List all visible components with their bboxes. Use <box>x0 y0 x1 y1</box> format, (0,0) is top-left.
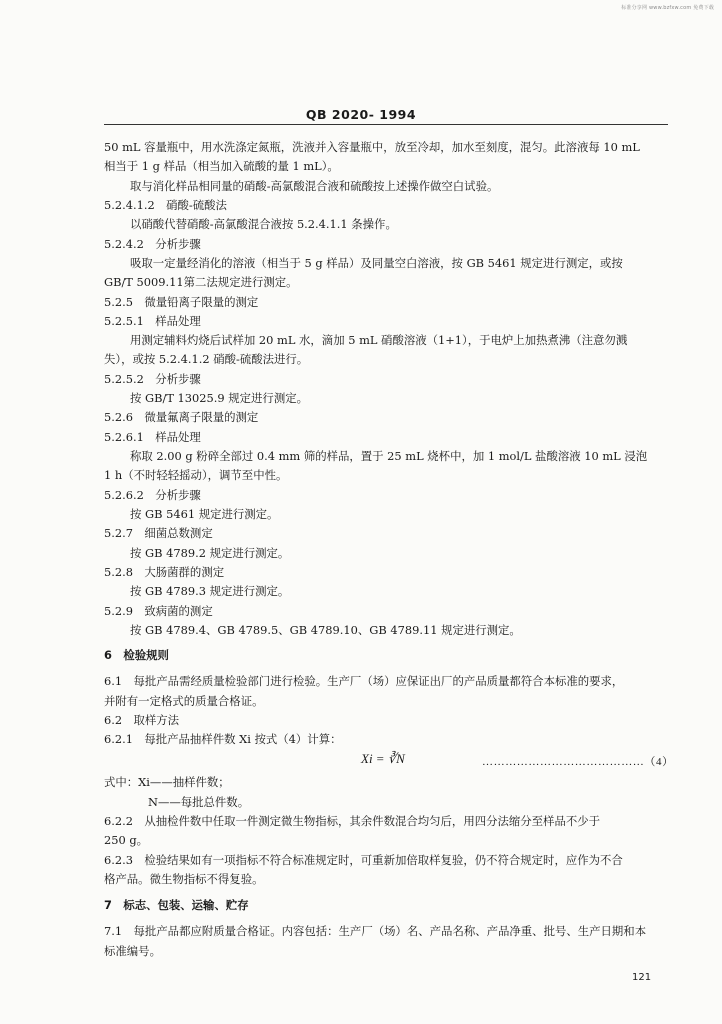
text-line: 称取 2.00 g 粉碎全部过 0.4 mm 筛的样品，置于 25 mL 烧杯中，加 1 mol/L 盐酸溶液 10 mL 浸泡 <box>130 449 648 463</box>
text-line: 格产品。微生物指标不得复验。 <box>104 872 264 886</box>
text-line: 式中：Xi——抽样件数； <box>104 775 230 789</box>
watermark: 标准分享网 www.bzfxw.com 免费下载 <box>621 5 714 11</box>
text-line: 按 GB 4789.3 规定进行测定。 <box>130 584 290 598</box>
text-line: 6.2.1 每批产品抽样件数 Xi 按式（4）计算： <box>104 732 342 746</box>
text-line: 用测定辅料灼烧后试样加 20 mL 水，滴加 5 mL 硝酸溶液（1+1），于电炉上加热煮沸（注意勿溅 <box>130 333 628 347</box>
section-heading: 5.2.6.1 样品处理 <box>104 430 201 444</box>
text-line: 并附有一定格式的质量合格证。 <box>104 694 264 708</box>
text-line: 按 GB 4789.2 规定进行测定。 <box>130 546 290 560</box>
section-heading: 5.2.7 细菌总数测定 <box>104 526 213 540</box>
section-heading: 5.2.8 大肠菌群的测定 <box>104 565 225 579</box>
formula-number: ……………………………………（4） <box>482 756 674 768</box>
chapter-heading: 6 检验规则 <box>104 648 169 662</box>
text-line: N——每批总件数。 <box>148 795 250 809</box>
section-heading: 5.2.5.2 分析步骤 <box>104 372 201 386</box>
section-heading: 5.2.4.1.2 硝酸-硫酸法 <box>104 198 227 212</box>
page-header: QB 2020- 1994 <box>305 107 417 122</box>
text-line: 50 mL 容量瓶中，用水洗涤定氮瓶，洗液并入容量瓶中，放至冷却，加水至刻度，混匀。此溶液每 10 mL <box>104 140 640 154</box>
header-rule <box>104 124 668 125</box>
text-line: 按 GB 5461 规定进行测定。 <box>130 507 279 521</box>
section-heading: 5.2.4.2 分析步骤 <box>104 237 201 251</box>
text-line: 取与消化样品相同量的硝酸-高氯酸混合液和硫酸按上述操作做空白试验。 <box>130 179 499 193</box>
section-heading: 5.2.5.1 样品处理 <box>104 314 201 328</box>
text-line: 相当于 1 g 样品（相当加入硫酸的量 1 mL）。 <box>104 159 339 173</box>
text-line: 250 g。 <box>104 833 149 847</box>
text-line: 7.1 每批产品都应附质量合格证。内容包括：生产厂（场）名、产品名称、产品净重、批号、生产日期和本 <box>104 924 647 938</box>
section-heading: 5.2.9 致病菌的测定 <box>104 604 213 618</box>
chapter-heading: 7 标志、包装、运输、贮存 <box>104 898 249 912</box>
text-line: 吸取一定量经消化的溶液（相当于 5 g 样品）及同量空白溶液，按 GB 5461 规定进行测定，或按 <box>130 256 623 270</box>
section-heading: 6.2 取样方法 <box>104 713 180 727</box>
text-line: 6.2.2 从抽检件数中任取一件测定微生物指标，其余件数混合均匀后，用四分法缩分至样品不少于 <box>104 814 601 828</box>
text-line: 按 GB/T 13025.9 规定进行测定。 <box>130 391 308 405</box>
section-heading: 5.2.5 微量铅离子限量的测定 <box>104 295 259 309</box>
text-line: 按 GB 4789.4、GB 4789.5、GB 4789.10、GB 4789.11 规定进行测定。 <box>130 623 521 637</box>
page-number: 121 <box>632 972 652 983</box>
section-heading: 5.2.6 微量氟离子限量的测定 <box>104 410 259 424</box>
text-line: GB/T 5009.11第二法规定进行测定。 <box>104 275 298 289</box>
text-line: 以硝酸代替硝酸-高氯酸混合液按 5.2.4.1.1 条操作。 <box>130 217 397 231</box>
text-line: 6.2.3 检验结果如有一项指标不符合标准规定时，可重新加倍取样复验，仍不符合规定时，应作为不合 <box>104 853 623 867</box>
section-heading: 5.2.6.2 分析步骤 <box>104 488 201 502</box>
text-line: 失），或按 5.2.4.1.2 硝酸-硫酸法进行。 <box>104 352 309 366</box>
formula: Xi = ∛N <box>361 751 405 766</box>
text-line: 1 h（不时轻轻摇动），调节至中性。 <box>104 468 288 482</box>
text-line: 6.1 每批产品需经质量检验部门进行检验。生产厂（场）应保证出厂的产品质量都符合本标准的要求， <box>104 674 624 688</box>
text-line: 标准编号。 <box>104 944 161 958</box>
